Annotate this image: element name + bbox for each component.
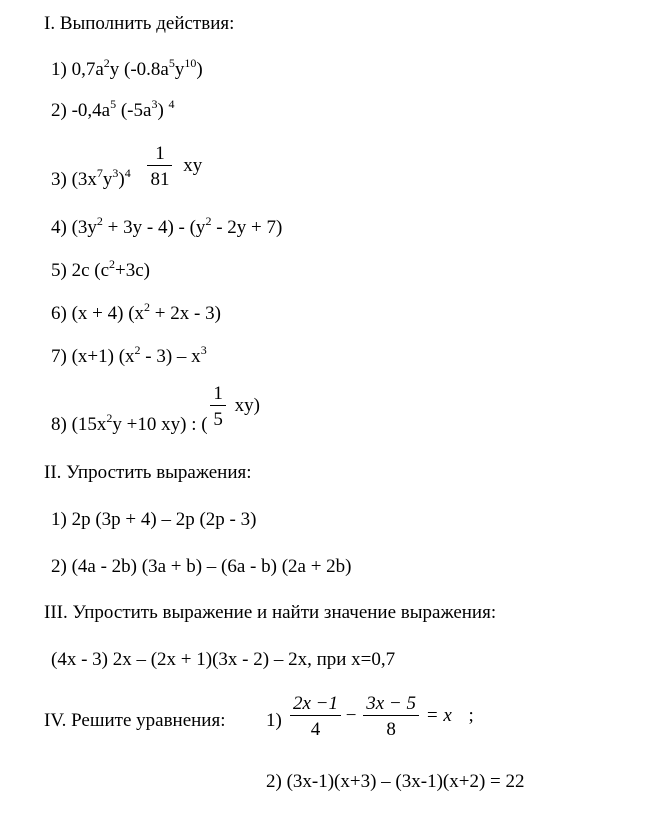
text-part: xy) xyxy=(234,394,260,416)
text-part: +3c) xyxy=(115,260,151,281)
exponent: 10 xyxy=(184,56,197,70)
text-part: ) xyxy=(196,59,203,80)
exercise-2-1: 1) 2p (3p + 4) – 2p (2p - 3) xyxy=(51,509,257,530)
text-part: y xyxy=(102,168,113,190)
exercise-1-8 xyxy=(51,383,260,435)
text-part: - 3) – x xyxy=(140,346,201,367)
text-part: y +10 xy) : ( xyxy=(112,413,208,435)
exercise-1-4 xyxy=(51,214,283,238)
fraction-numerator: 1 xyxy=(147,144,172,166)
text-part: 7) (x+1) (x xyxy=(51,346,135,367)
fraction-denominator: 4 xyxy=(310,719,321,740)
equation-2: 2) (3x-1)(x+3) – (3x-1)(x+2) = 22 xyxy=(266,771,525,792)
fraction xyxy=(210,384,226,429)
exponent: 2 xyxy=(134,343,141,357)
exercise-1-7 xyxy=(51,343,207,367)
section-4-title: IV. Решите уравнения: xyxy=(44,710,226,731)
exponent: 5 xyxy=(168,56,175,70)
text-part: ) xyxy=(118,168,125,190)
exponent: 2 xyxy=(205,214,212,228)
text-part: 5) 2c (c xyxy=(51,260,110,281)
fraction-numerator: 3x − 5 xyxy=(363,694,419,716)
text-part: y (-0.8a xyxy=(109,59,169,80)
fraction xyxy=(290,694,341,739)
exercise-3-expression: (4x - 3) 2x – (2x + 1)(3x - 2) – 2x, при x=0,7 xyxy=(51,649,396,670)
text-part: ) xyxy=(157,100,169,121)
exponent: 3 xyxy=(200,343,207,357)
exponent: 5 xyxy=(110,97,117,111)
section-1-title: I. Выполнить действия: xyxy=(44,13,235,34)
text-part: xy xyxy=(183,154,203,176)
minus-sign: − xyxy=(345,704,357,726)
exponent: 2 xyxy=(106,410,113,425)
exponent: 3 xyxy=(151,97,158,111)
fraction-denominator: 5 xyxy=(213,409,223,430)
fraction-numerator: 2x −1 xyxy=(290,694,341,716)
text-part: y xyxy=(174,59,185,80)
fraction xyxy=(147,144,172,189)
section-3-title: III. Упростить выражение и найти значение выражения: xyxy=(44,602,497,623)
equals-x: = x xyxy=(425,704,452,726)
fraction xyxy=(363,694,419,739)
exponent: 3 xyxy=(112,165,119,180)
text-part: (-5a xyxy=(116,100,152,121)
text-part: 4) (3y xyxy=(51,217,97,238)
text-part: 2) -0,4a xyxy=(51,100,111,121)
equation-1 xyxy=(290,694,474,739)
exponent: 4 xyxy=(168,97,175,111)
fraction-denominator: 81 xyxy=(150,169,170,190)
section-2-title: II. Упростить выражения: xyxy=(44,462,252,483)
exponent: 2 xyxy=(103,56,110,70)
text-part: 6) (x + 4) (x xyxy=(51,303,145,324)
exponent: 2 xyxy=(144,300,151,314)
text-part: 3) (3x xyxy=(51,168,97,190)
exponent: 2 xyxy=(109,257,116,271)
text-part: 1) 0,7a xyxy=(51,59,104,80)
text-part: - 2y + 7) xyxy=(211,217,283,238)
text-part: + 2x - 3) xyxy=(150,303,221,324)
semicolon: ; xyxy=(468,704,474,726)
exercise-1-3 xyxy=(51,144,202,189)
fraction-numerator: 1 xyxy=(210,384,226,406)
exercise-1-6 xyxy=(51,300,221,324)
exercise-2-2: 2) (4a - 2b) (3a + b) – (6a - b) (2a + 2b) xyxy=(51,556,352,577)
equation-1-label: 1) xyxy=(266,710,282,731)
fraction-denominator: 8 xyxy=(386,719,396,740)
exercise-1-2 xyxy=(51,97,175,121)
text-part: 8) (15x xyxy=(51,413,107,435)
text-part: + 3y - 4) - (y xyxy=(102,217,206,238)
exercise-1-5 xyxy=(51,257,151,281)
exponent: 4 xyxy=(124,165,131,180)
exponent: 7 xyxy=(96,165,103,180)
exponent: 2 xyxy=(96,214,103,228)
exercise-1-1 xyxy=(51,56,203,80)
